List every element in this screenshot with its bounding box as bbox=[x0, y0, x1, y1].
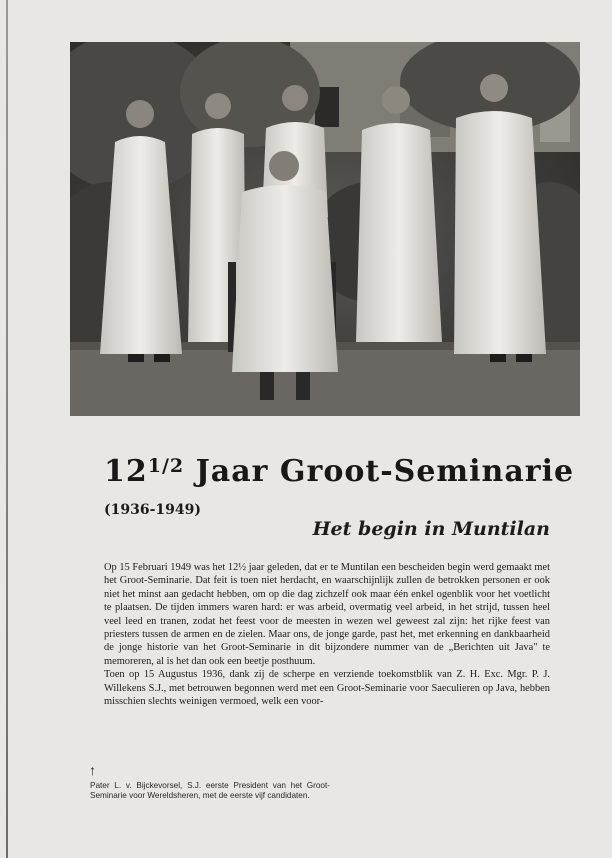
arrow-up-icon: ↑ bbox=[89, 764, 96, 779]
paragraph: Toen op 15 Augustus 1936, dank zij de scherpe en verziende toekomstblik van Z. H. Exc. Mgr. P. J. Willekens S.J., met betrouwen begonnen werd met een Groot-Seminarie voor Saeculieren op Java, hebben misschien slechts weinigen vermoed, welk een voor- bbox=[104, 669, 550, 708]
title-fraction: 1/2 bbox=[147, 455, 185, 477]
page-edge bbox=[6, 0, 8, 858]
section-subtitle: Het begin in Muntilan bbox=[312, 518, 550, 540]
article-title bbox=[104, 454, 575, 489]
year-range: (1936-1949) bbox=[104, 502, 201, 518]
title-text: Jaar Groot-Seminarie bbox=[195, 454, 575, 489]
group-photo bbox=[70, 42, 580, 416]
article-body bbox=[104, 561, 550, 708]
paragraph: Op 15 Februari 1949 was het 12½ jaar geleden, dat er te Muntilan een bescheiden begin werd gemaakt met het Groot-Seminarie. Dat feit is toen niet herdacht, en waarschijnlijk zullen de betrokken personen er ook niet het minst aan gedacht hebben, om op die dag zichzelf ook maar één enkel ogenblik voor het voetlicht te plaatsen. De tijden immers waren hard: er was arbeid, overmatig veel arbeid, in het strijd, tussen heel veel leed en tranen, zodat het feest voor de meesten in wezen wel geweest zal zijn: het rijke feest van priesters tussen de armen en de zielen. Maar ons, de jonge garde, past het, met erkenning en dankbaarheid de jonge historie van het Groot-Seminarie in dit bijzondere nummer van de „Berichten uit Java" te memoreren, al is het dan ook een beetje posthuum. bbox=[104, 562, 550, 667]
photo-illustration bbox=[70, 42, 580, 416]
photo-caption: Pater L. v. Bijckevorsel, S.J. eerste President van het Groot-Seminarie voor Wereldsheren, met de eerste vijf candidaten. bbox=[90, 781, 330, 800]
title-number: 12 bbox=[104, 454, 148, 489]
